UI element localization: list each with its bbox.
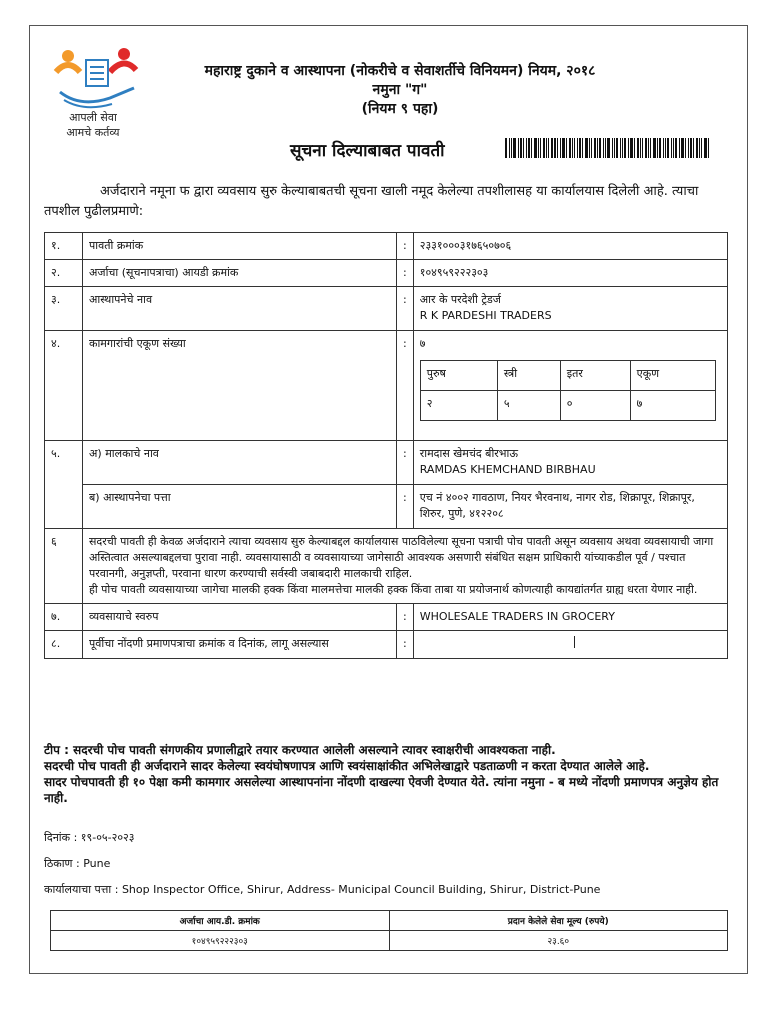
table-row bbox=[45, 631, 728, 659]
table-row bbox=[45, 287, 728, 331]
barcode-bar bbox=[612, 138, 613, 158]
barcode-bar bbox=[659, 138, 661, 158]
date-line: दिनांक : १९-०५-२०२३ bbox=[44, 831, 135, 844]
barcode-bar bbox=[582, 138, 583, 158]
barcode-bar bbox=[688, 138, 689, 158]
barcode-bar bbox=[548, 138, 549, 158]
male-count: २ bbox=[420, 391, 497, 421]
row-number: ८. bbox=[45, 631, 83, 659]
colon-separator: : bbox=[397, 631, 414, 659]
barcode-bar bbox=[628, 138, 629, 158]
table-row bbox=[45, 331, 728, 441]
disclaimer-text-1: सदरची पावती ही केवळ अर्जदाराने त्याचा व्यवसाय सुरु केल्याबद्दल कार्यालयास पाठविलेल्या सूचना पत्राची पोच पावती असून व्यवसाय अथवा व्यवसायाची जागा अस्तित्वात असल्याबद्दलचा पुरावा नाही. व्यवसायासाठी व व्यवसायाच्या जागेसाठी आवश्यक असणारी संबंधित सक्षम प्राधिकारी यांच्याकडील पूर्व / पश्चात परवानगी, अनुज्ञप्ती, परवाना धारण करण्याची सर्वस्वी जबाबदारी मालकाची राहिल. bbox=[89, 535, 714, 580]
row-number: ४. bbox=[45, 331, 83, 441]
table-row bbox=[45, 260, 728, 287]
document-header bbox=[140, 62, 660, 119]
service-fee-cell: २३.६० bbox=[389, 931, 728, 951]
note-line-1: टीप : सदरची पोच पावती संगणकीय प्रणालीद्वारे तयार करण्यात आलेली असल्याने त्यावर स्वाक्षरीची आवश्यकता नाही. bbox=[44, 743, 556, 757]
barcode-bar bbox=[566, 138, 567, 158]
worker-count-label: कामगारांची एकूण संख्या bbox=[83, 331, 397, 441]
barcode-bar bbox=[681, 138, 684, 158]
barcode-bar bbox=[648, 138, 649, 158]
row-number: २. bbox=[45, 260, 83, 287]
barcode-bar bbox=[685, 138, 686, 158]
table-row bbox=[51, 911, 728, 931]
barcode-bar bbox=[701, 138, 702, 158]
barcode-bar bbox=[605, 138, 606, 158]
logo-caption-line1: आपली सेवा bbox=[69, 111, 117, 124]
owner-name-label: अ) मालकाचे नाव bbox=[83, 441, 397, 485]
colon-separator: : bbox=[397, 233, 414, 260]
table-row bbox=[45, 485, 728, 529]
barcode-bar bbox=[509, 138, 510, 158]
worker-breakdown-table bbox=[420, 360, 716, 421]
barcode-bar bbox=[690, 138, 692, 158]
barcode-bar bbox=[704, 138, 707, 158]
barcode-bar bbox=[585, 138, 588, 158]
worker-count-value bbox=[413, 331, 727, 441]
barcode-bar bbox=[526, 138, 527, 158]
text-cursor bbox=[574, 636, 575, 648]
barcode-bar bbox=[673, 138, 674, 158]
barcode-bar bbox=[531, 138, 532, 158]
owner-name-english: RAMDAS KHEMCHAND BIRBHAU bbox=[419, 463, 596, 476]
application-id-label: अर्जाचा (सूचनापत्राचा) आयडी क्रमांक bbox=[83, 260, 397, 287]
barcode-bar bbox=[675, 138, 677, 158]
other-count: ० bbox=[560, 391, 630, 421]
barcode-bar bbox=[671, 138, 672, 158]
row-number: ५. bbox=[45, 441, 83, 529]
barcode-bar bbox=[657, 138, 658, 158]
barcode-bar bbox=[546, 138, 547, 158]
barcode-bar bbox=[599, 138, 601, 158]
barcode-bar bbox=[560, 138, 561, 158]
application-id-value: १०४९५९२२२३०३ bbox=[413, 260, 727, 287]
barcode-bar bbox=[591, 138, 592, 158]
total-header: एकूण bbox=[630, 361, 715, 391]
barcode-bar bbox=[679, 138, 680, 158]
barcode-bar bbox=[518, 138, 519, 158]
establishment-name-english: R K PARDESHI TRADERS bbox=[419, 309, 552, 322]
barcode-bar bbox=[616, 138, 618, 158]
barcode-bar bbox=[607, 138, 610, 158]
barcode-bar bbox=[557, 138, 558, 158]
barcode-bar bbox=[665, 138, 666, 158]
barcode-bar bbox=[634, 138, 635, 158]
intro-paragraph: अर्जदाराने नमूना फ द्वारा व्यवसाय सुरु केल्याबाबतची सूचना खाली नमूद केलेल्या तपशीलासह या कार्यालयास दिलेली आहे. त्याचा तपशील पुढीलप्रमाणे: bbox=[44, 184, 699, 219]
barcode-bar bbox=[551, 138, 553, 158]
establishment-name-label: आस्थापनेचे नाव bbox=[83, 287, 397, 331]
barcode-image bbox=[505, 138, 731, 158]
colon-separator: : bbox=[397, 441, 414, 485]
place-line: ठिकाण : Pune bbox=[44, 857, 111, 870]
colon-separator: : bbox=[397, 287, 414, 331]
barcode-bar bbox=[511, 138, 512, 158]
male-header: पुरुष bbox=[420, 361, 497, 391]
barcode-bar bbox=[540, 138, 541, 158]
barcode-bar bbox=[645, 138, 647, 158]
barcode-bar bbox=[534, 138, 537, 158]
table-row bbox=[45, 233, 728, 260]
header-rule-ref: (नियम ९ पहा) bbox=[361, 101, 439, 117]
table-row bbox=[45, 604, 728, 631]
establishment-name-marathi: आर के परदेशी ट्रेडर्ज bbox=[419, 293, 501, 306]
barcode-bar bbox=[513, 138, 516, 158]
barcode-bar bbox=[528, 138, 530, 158]
total-count: ७ bbox=[630, 391, 715, 421]
barcode-bar bbox=[708, 138, 709, 158]
barcode-bar bbox=[640, 138, 641, 158]
barcode-bar bbox=[554, 138, 556, 158]
colon-separator: : bbox=[397, 260, 414, 287]
barcode-bar bbox=[523, 138, 524, 158]
colon-separator: : bbox=[397, 331, 414, 441]
disclaimer-text-2: ही पोच पावती व्यवसायाच्या जागेचा मालकी हक्क किंवा मालमत्तेचा मालकी हक्क किंवा ताबा या प्रयोजनार्थ कोणत्याही कायद्यांतर्गत ग्राह्य धरता येणार नाही. bbox=[89, 583, 698, 596]
owner-name-value bbox=[413, 441, 727, 485]
receipt-number-value: २३३१०००३१७६५०७०६ bbox=[413, 233, 727, 260]
barcode-bar bbox=[624, 138, 626, 158]
barcode-bar bbox=[650, 138, 651, 158]
barcode-bar bbox=[614, 138, 615, 158]
barcode-bar bbox=[594, 138, 596, 158]
barcode-bar bbox=[562, 138, 565, 158]
header-act-title: महाराष्ट्र दुकाने व आस्थापना (नोकरीचे व सेवाशर्तीचे विनियमन) नियम, २०१८ bbox=[204, 63, 596, 79]
barcode-bar bbox=[543, 138, 545, 158]
barcode-bar bbox=[630, 138, 633, 158]
note-line-2: सदरची पोच पावती ही अर्जदाराने सादर केलेल्या स्वयंघोषणापत्र आणि स्वयंसाक्षांकीत अभिलेखाद्वारे पडताळणी न करता देण्यात आलेले आहे. bbox=[44, 759, 650, 773]
barcode-bar bbox=[642, 138, 643, 158]
barcode-bar bbox=[637, 138, 639, 158]
barcode-bar bbox=[667, 138, 669, 158]
table-row bbox=[45, 441, 728, 485]
worker-total: ७ bbox=[419, 337, 426, 350]
previous-registration-label: पूर्वीचा नोंदणी प्रमाणपत्राचा क्रमांक व दिनांक, लागू असल्यास bbox=[83, 631, 397, 659]
barcode-bar bbox=[572, 138, 573, 158]
barcode-bar bbox=[620, 138, 621, 158]
barcode-bar bbox=[520, 138, 522, 158]
owner-name-marathi: रामदास खेमचंद बीरभाऊ bbox=[419, 447, 519, 460]
row-number: ३. bbox=[45, 287, 83, 331]
application-id-cell: १०४९५९२२२३०३ bbox=[51, 931, 390, 951]
barcode-bar bbox=[696, 138, 698, 158]
barcode-bar bbox=[653, 138, 656, 158]
barcode-bar bbox=[538, 138, 539, 158]
header-form-name: नमुना "ग" bbox=[372, 82, 428, 98]
logo-caption bbox=[48, 110, 138, 140]
logo-caption-line2: आमचे कर्तव्य bbox=[66, 126, 120, 139]
note-section bbox=[44, 742, 734, 806]
disclaimer-cell bbox=[83, 529, 728, 604]
female-count: ५ bbox=[497, 391, 560, 421]
barcode-bar bbox=[693, 138, 694, 158]
fee-table bbox=[50, 910, 728, 951]
barcode-bar bbox=[699, 138, 700, 158]
female-header: स्त्री bbox=[497, 361, 560, 391]
business-type-label: व्यवसायाचे स्वरुप bbox=[83, 604, 397, 631]
barcode-bar bbox=[663, 138, 664, 158]
barcode-bar bbox=[574, 138, 575, 158]
barcode-bar bbox=[622, 138, 623, 158]
office-address-line: कार्यालयाचा पत्ता : Shop Inspector Office, Shirur, Address- Municipal Council Building, Shirur, District-Pune bbox=[44, 883, 601, 896]
details-table bbox=[44, 232, 728, 659]
barcode-bar bbox=[603, 138, 604, 158]
establishment-name-value bbox=[413, 287, 727, 331]
business-type-value: WHOLESALE TRADERS IN GROCERY bbox=[413, 604, 727, 631]
establishment-address-value: एच नं ४००२ गावठाण, नियर भैरवनाथ, नागर रोड, शिक्रापूर, शिक्रापूर, शिरुर, पुणे, ४१२२०८ bbox=[413, 485, 727, 529]
table-row bbox=[45, 529, 728, 604]
colon-separator: : bbox=[397, 604, 414, 631]
receipt-title: सूचना दिल्याबाबत पावती bbox=[290, 141, 445, 161]
barcode-bar bbox=[569, 138, 571, 158]
colon-separator: : bbox=[397, 485, 414, 529]
row-number: १. bbox=[45, 233, 83, 260]
barcode-bar bbox=[579, 138, 581, 158]
table-row bbox=[51, 931, 728, 951]
barcode-bar bbox=[597, 138, 598, 158]
barcode-bar bbox=[589, 138, 590, 158]
barcode-bar bbox=[577, 138, 578, 158]
barcode-bar bbox=[505, 138, 507, 158]
application-id-header: अर्जाचा आय.डी. क्रमांक bbox=[51, 911, 390, 931]
row-number: ७. bbox=[45, 604, 83, 631]
receipt-number-label: पावती क्रमांक bbox=[83, 233, 397, 260]
establishment-address-label: ब) आस्थापनेचा पत्ता bbox=[83, 485, 397, 529]
other-header: इतर bbox=[560, 361, 630, 391]
note-line-3: सादर पोचपावती ही १० पेक्षा कमी कामगार असलेल्या आस्थापनांना नोंदणी दाखल्या ऐवजी देण्यात येते. त्यांना नमुना - ब मध्ये नोंदणी प्रमाणपत्र अनुज्ञेय होत नाही. bbox=[44, 775, 719, 805]
previous-registration-value bbox=[413, 631, 727, 659]
row-number: ६ bbox=[45, 529, 83, 604]
service-fee-header: प्रदान केलेले सेवा मूल्य (रुपये) bbox=[389, 911, 728, 931]
